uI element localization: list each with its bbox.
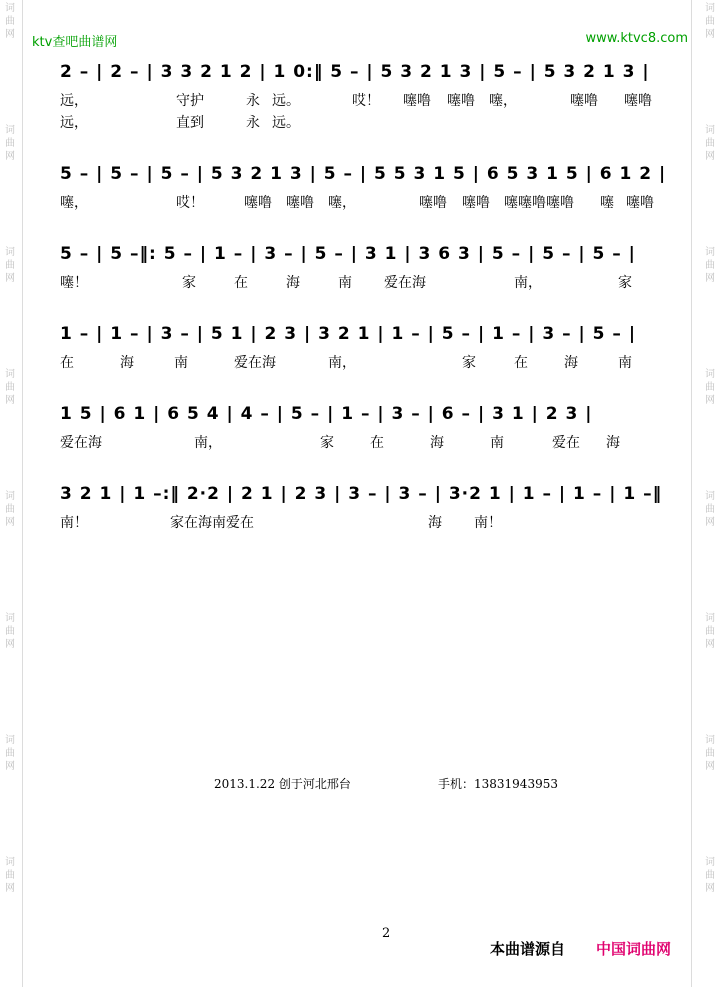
lyrics-line-1: 远， 守护 永 远。 哎！ 噻噜 噻噜 噻， 噻噜 噻噜 xyxy=(60,93,652,109)
lyrics-line-1: 南！ 家在海南爱在 海 南！ xyxy=(60,515,502,531)
notes-line: 2 – | 2 – | 3 3 2 1 2 | 1 0:‖ 5 – | 5 3 2 1 3 | 5 – | 5 3 2 1 3 | xyxy=(60,62,650,82)
date-place: 2013.1.22 创于河北邢台 xyxy=(214,777,351,791)
notes-line: 5 – | 5 – | 5 – | 5 3 2 1 3 | 5 – | 5 5 3 1 5 | 6 5 3 1 5 | 6 1 2 | xyxy=(60,164,667,184)
source-site-link[interactable]: 中国词曲网 xyxy=(596,940,672,958)
lyrics-line-1: 爱在海 南， 家 在 海 南 爱在 海 xyxy=(60,435,620,451)
lyrics-line-1: 噻！ 家 在 海 南 爱在海 南， 家 xyxy=(60,275,632,291)
score-system-2 xyxy=(58,152,670,214)
score-system-1 xyxy=(58,50,670,134)
site-link-left[interactable]: ktv查吧曲谱网 xyxy=(32,35,118,50)
score-system-5 xyxy=(58,392,670,454)
page-number: 2 xyxy=(382,926,391,941)
notes-line: 3 2 1 | 1 –:‖ 2·2 | 2 1 | 2 3 | 3 – | 3 – | 3·2 1 | 1 – | 1 – | 1 –‖ xyxy=(60,484,663,504)
score-system-6 xyxy=(58,472,670,534)
site-link-right[interactable]: www.ktvc8.com xyxy=(585,31,688,46)
notes-line: 5 – | 5 –‖: 5 – | 1 – | 3 – | 5 – | 3 1 | 3 6 3 | 5 – | 5 – | 5 – | xyxy=(60,244,636,264)
score-system-4 xyxy=(58,312,670,374)
lyrics-line-2: 远， 直到 永 远。 xyxy=(60,115,300,131)
score-system-3 xyxy=(58,232,670,294)
source-label: 本曲谱源自 xyxy=(490,940,566,958)
watermark-left: 词 曲 网 词 曲 网 词 曲 网 词 曲 网 词 曲 网 词 曲 网 词 曲 网 词 曲 网 xyxy=(5,3,15,894)
notes-line: 1 – | 1 – | 3 – | 5 1 | 2 3 | 3 2 1 | 1 – | 5 – | 1 – | 3 – | 5 – | xyxy=(60,324,637,344)
lyrics-line-1: 噻， 哎！ 噻噜 噻噜 噻， 噻噜 噻噜 噻噻噜噻噜 噻 噻噜 xyxy=(60,195,654,211)
phone: 手机：13831943953 xyxy=(438,777,558,791)
lyrics-line-1: 在 海 南 爱在海 南， 家 在 海 南 xyxy=(60,355,632,371)
watermark-right: 词 曲 网 词 曲 网 词 曲 网 词 曲 网 词 曲 网 词 曲 网 词 曲 网 词 曲 网 xyxy=(705,3,715,894)
notes-line: 1 5 | 6 1 | 6 5 4 | 4 – | 5 – | 1 – | 3 – | 6 – | 3 1 | 2 3 | xyxy=(60,404,593,424)
